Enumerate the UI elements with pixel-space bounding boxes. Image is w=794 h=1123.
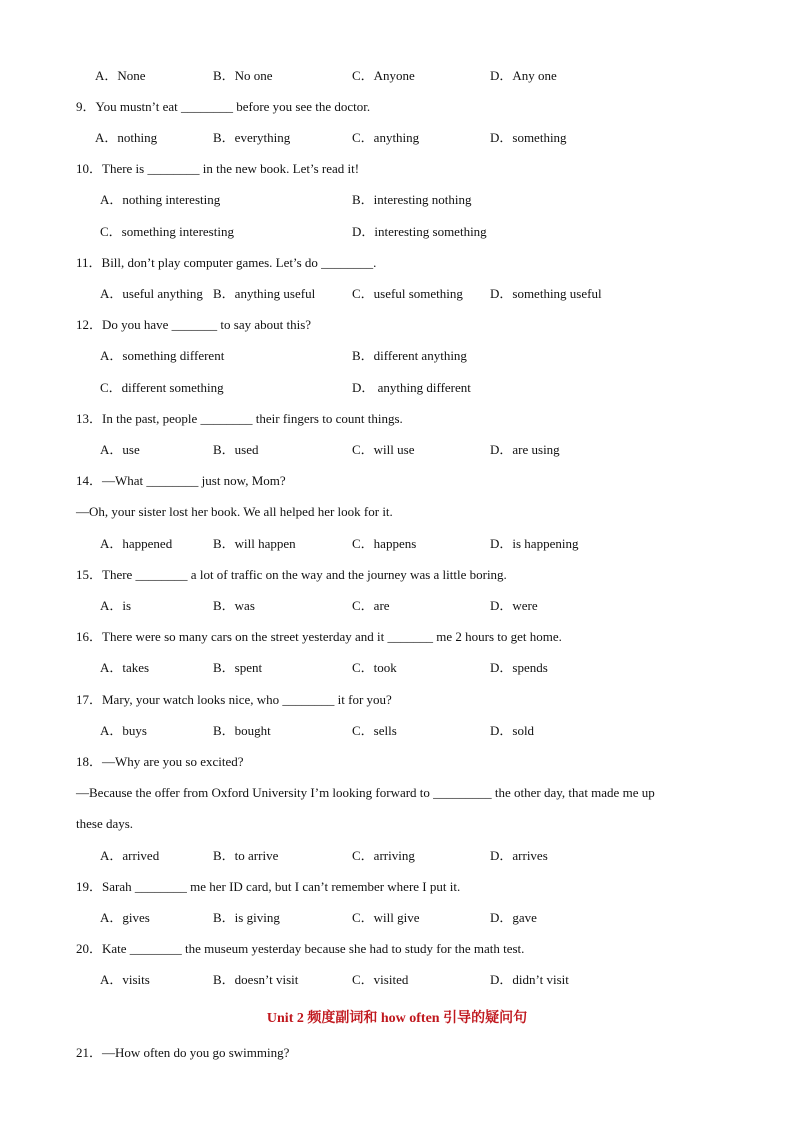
q10-option-d: D．interesting something	[352, 224, 487, 239]
q18-stem: 18．—Why are you so excited?	[76, 754, 244, 769]
q12-option-b: B．different anything	[352, 348, 467, 363]
q16-option-a: A．takes	[100, 660, 150, 675]
q10-option-c: C．something interesting	[100, 224, 234, 239]
q14-answer-line: —Oh, your sister lost her book. We all helped her look for it.	[76, 504, 393, 519]
unit-heading: Unit 2 频度副词和 how often 引导的疑问句	[266, 1011, 528, 1026]
q17-option-c: C．sells	[352, 723, 397, 738]
q9-option-b: B．everything	[213, 130, 291, 145]
q18-answer-line-1: —Because the offer from Oxford University I’m looking forward to _________ the other day, that made me up	[76, 785, 655, 800]
q15-option-c: C．are	[352, 598, 390, 613]
q17-option-a: A．buys	[100, 723, 147, 738]
q15-option-b: B．was	[213, 598, 255, 613]
q20-option-b: B．doesn’t visit	[213, 972, 299, 987]
q18-option-d: D．arrives	[490, 848, 548, 863]
q11-option-a: A．useful anything	[100, 286, 203, 301]
q20-option-a: A．visits	[100, 972, 150, 987]
q17-option-d: D．sold	[490, 723, 535, 738]
q15-stem: 15．There ________ a lot of traffic on the way and the journey was a little boring.	[76, 567, 507, 582]
q10-option-a: A．nothing interesting	[100, 192, 221, 207]
q12-option-c: C．different something	[100, 380, 224, 395]
q8-option-c: C．Anyone	[352, 68, 415, 83]
q16-stem: 16．There were so many cars on the street yesterday and it _______ me 2 hours to get home.	[76, 629, 562, 644]
q12-option-a: A．something different	[100, 348, 225, 363]
q8-option-a: A．None	[95, 68, 146, 83]
q18-option-c: C．arriving	[352, 848, 415, 863]
q11-option-c: C．useful something	[352, 286, 463, 301]
q19-option-b: B．is giving	[213, 910, 280, 925]
q11-option-b: B．anything useful	[213, 286, 316, 301]
q15-option-d: D．were	[490, 598, 538, 613]
q20-stem: 20．Kate ________ the museum yesterday because she had to study for the math test.	[76, 941, 525, 956]
q20-option-d: D．didn’t visit	[490, 972, 569, 987]
q14-option-c: C．happens	[352, 536, 417, 551]
q14-option-b: B．will happen	[213, 536, 296, 551]
q11-option-d: D．something useful	[490, 286, 602, 301]
q13-option-c: C．will use	[352, 442, 415, 457]
q9-option-c: C．anything	[352, 130, 420, 145]
q10-stem: 10．There is ________ in the new book. Let’s read it!	[76, 161, 360, 176]
q15-option-a: A．is	[100, 598, 132, 613]
q21-stem: 21．—How often do you go swimming?	[76, 1045, 290, 1060]
q14-option-d: D．is happening	[490, 536, 579, 551]
q8-option-d: D．Any one	[490, 68, 557, 83]
q10-option-b: B．interesting nothing	[352, 192, 472, 207]
q16-option-b: B．spent	[213, 660, 263, 675]
q19-option-a: A．gives	[100, 910, 150, 925]
q13-option-d: D．are using	[490, 442, 560, 457]
q13-option-a: A．use	[100, 442, 140, 457]
q12-stem: 12．Do you have _______ to say about this?	[76, 317, 312, 332]
q14-stem: 14．—What ________ just now, Mom?	[76, 473, 286, 488]
q17-stem: 17．Mary, your watch looks nice, who ________ it for you?	[76, 692, 392, 707]
q19-option-c: C．will give	[352, 910, 420, 925]
q18-answer-line-2: these days.	[76, 816, 134, 831]
q9-option-a: A．nothing	[95, 130, 158, 145]
q11-stem: 11．Bill, don’t play computer games. Let’s do ________.	[76, 255, 377, 270]
q20-option-c: C．visited	[352, 972, 409, 987]
q8-option-b: B．No one	[213, 68, 273, 83]
q16-option-d: D．spends	[490, 660, 548, 675]
q19-option-d: D．gave	[490, 910, 537, 925]
q9-option-d: D．something	[490, 130, 567, 145]
q17-option-b: B．bought	[213, 723, 271, 738]
q13-option-b: B．used	[213, 442, 259, 457]
q13-stem: 13．In the past, people ________ their fingers to count things.	[76, 411, 403, 426]
q9-stem: 9．You mustn’t eat ________ before you see the doctor.	[76, 99, 371, 114]
q19-stem: 19．Sarah ________ me her ID card, but I can’t remember where I put it.	[76, 879, 461, 894]
q14-option-a: A．happened	[100, 536, 173, 551]
q18-option-b: B．to arrive	[213, 848, 279, 863]
q12-option-d: D． anything different	[352, 380, 471, 395]
q18-option-a: A．arrived	[100, 848, 160, 863]
q16-option-c: C．took	[352, 660, 397, 675]
